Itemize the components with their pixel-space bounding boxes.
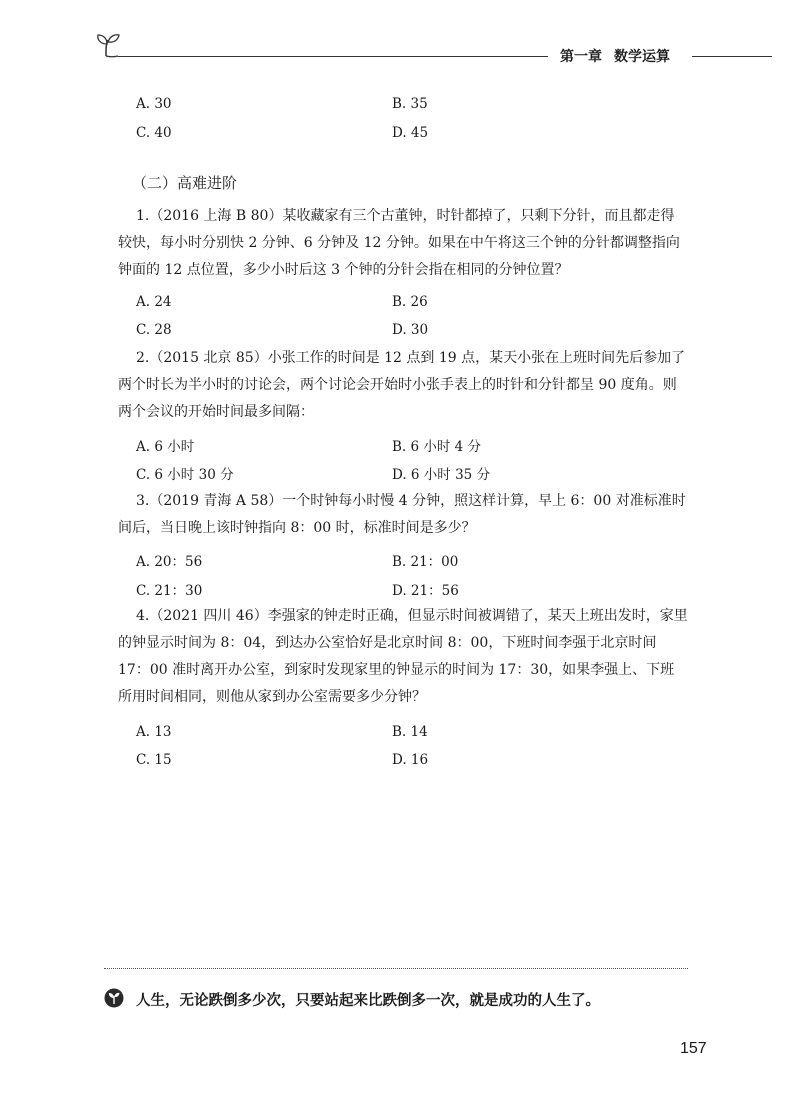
q4-option-d: D. 16 [392, 752, 429, 768]
q1-option-c: C. 28 [136, 322, 172, 338]
q1-option-b: B. 26 [392, 294, 428, 310]
q2-option-d: D. 6 小时 35 分 [392, 467, 491, 483]
q4-option-a: A. 13 [136, 724, 172, 740]
question-4-text: 4.（2021 四川 46）李强家的钟走时正确，但显示时间被调错了，某天上班出发时，家里的钟显示时间为 8：04，到达办公室恰好是北京时间 8：00，下班时间李强于北京时间 17：00 准时离开办公室，到家时发现家里的钟显示的时间为 17：30，如果李强上、下班所用时间相同，则他从家到办公室需要多少分钟？ [118, 608, 688, 705]
section-title: （二）高难进阶 [132, 174, 238, 192]
chapter-heading [560, 46, 682, 66]
q4-option-b: B. 14 [392, 724, 428, 740]
chapter-title: 数学运算 [614, 49, 670, 65]
q2-option-b: B. 6 小时 4 分 [392, 439, 482, 455]
q2-option-a: A. 6 小时 [136, 439, 195, 455]
q3-option-d: D. 21：56 [392, 583, 459, 599]
q1-option-a: A. 24 [136, 294, 172, 310]
prev-option-b: B. 35 [392, 96, 428, 112]
question-2-text: 2.（2015 北京 85）小张工作的时间是 12 点到 19 点，某天小张在上班时间先后参加了两个时长为半小时的讨论会，两个讨论会开始时小张手表上的时针和分针都呈 90 度角。则两个会议的开始时间最多间隔： [118, 350, 686, 420]
q1-option-d: D. 30 [392, 322, 429, 338]
page-number: 157 [680, 1040, 707, 1057]
q3-option-b: B. 21：00 [392, 554, 459, 570]
header-rule-left [118, 56, 548, 57]
prev-option-d: D. 45 [392, 125, 429, 141]
q3-option-c: C. 21：30 [136, 583, 203, 599]
question-1-text: 1.（2016 上海 B 80）某收藏家有三个古董钟，时针都掉了，只剩下分针，而且都走得较快，每小时分别快 2 分钟、6 分钟及 12 分钟。如果在中午将这三个钟的分针都调整指向钟面的 12 点位置，多少小时后这 3 个钟的分针会指在相同的分钟位置？ [118, 208, 680, 278]
header-rule-right [692, 56, 772, 57]
chapter-number: 第一章 [560, 49, 602, 65]
footer-divider [104, 968, 688, 969]
prev-option-c: C. 40 [136, 125, 172, 141]
q3-option-a: A. 20：56 [136, 554, 203, 570]
sprout-badge-icon [104, 988, 124, 1008]
question-3-text: 3.（2019 青海 A 58）一个时钟每小时慢 4 分钟，照这样计算，早上 6：00 对准标准时间后，当日晚上该时钟指向 8：00 时，标准时间是多少？ [118, 493, 686, 536]
q2-option-c: C. 6 小时 30 分 [136, 467, 234, 483]
prev-option-a: A. 30 [136, 96, 172, 112]
q4-option-c: C. 15 [136, 752, 172, 768]
footer-quote: 人生，无论跌倒多少次，只要站起来比跌倒多一次，就是成功的人生了。 [136, 993, 600, 1009]
